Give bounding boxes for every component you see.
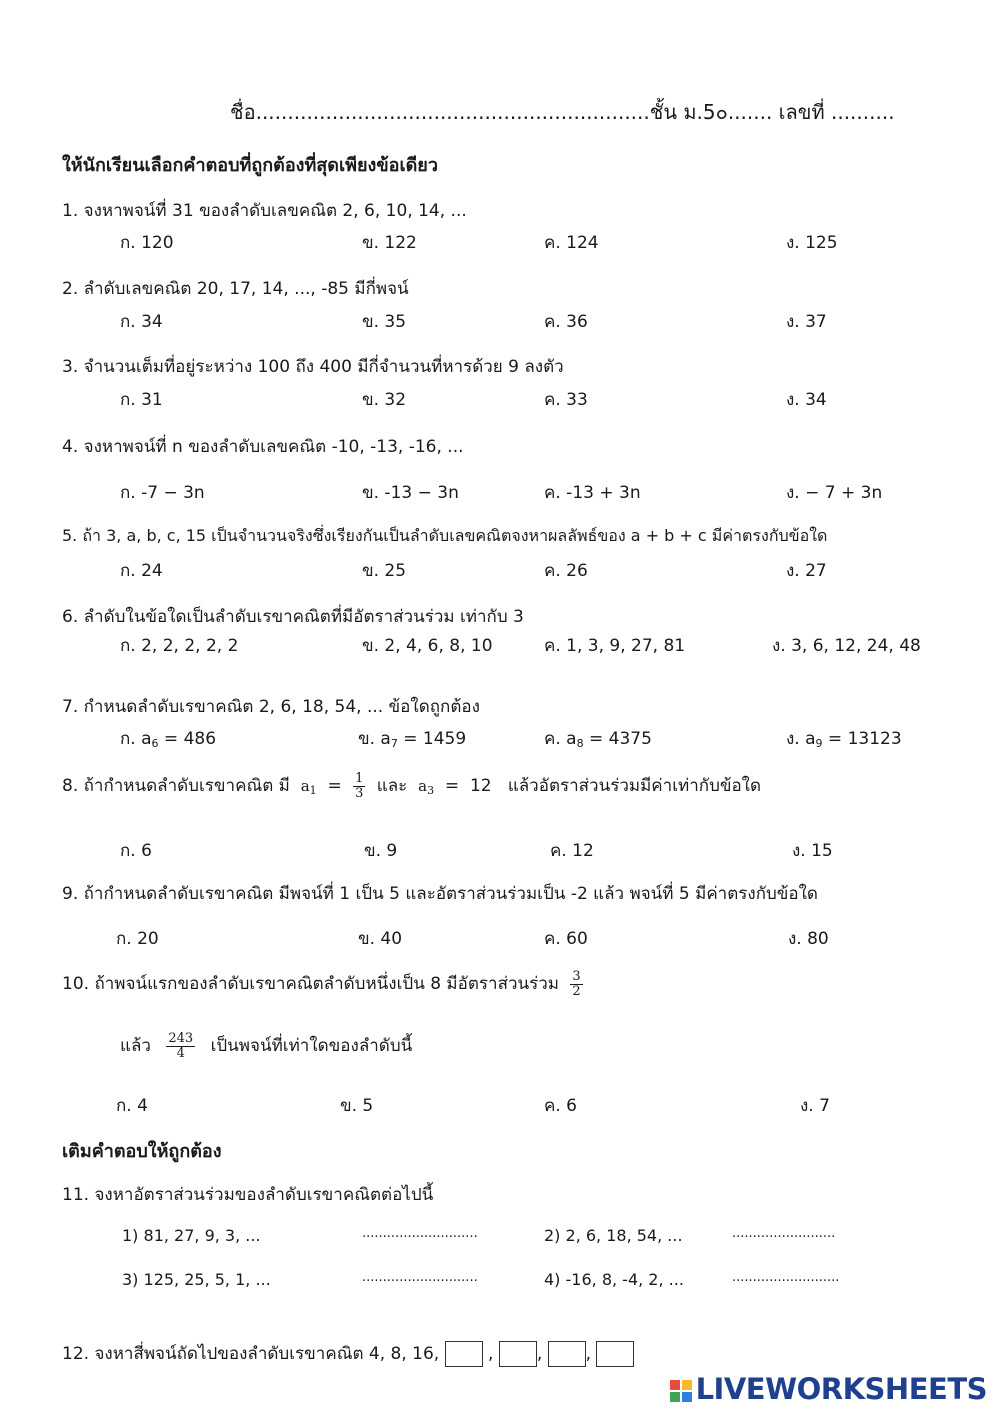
q4-option-b[interactable]: ข. -13 − 3n	[362, 483, 459, 503]
q11-item-2: 2) 2, 6, 18, 54, ...	[544, 1226, 683, 1245]
q6-option-d[interactable]: ง. 3, 6, 12, 24, 48	[772, 636, 921, 656]
q4-option-a[interactable]: ก. -7 − 3n	[120, 483, 205, 503]
fraction-three-halves: $\frac{3}{2}$	[572, 969, 581, 999]
q11-answer-4[interactable]: ..........................	[732, 1270, 840, 1285]
question-6: 6. ลำดับในข้อใดเป็นลำดับเรขาคณิตที่มีอัตราส่วนร่วม เท่ากับ 3	[62, 607, 524, 627]
q9-option-b[interactable]: ข. 40	[358, 929, 403, 949]
fraction-243-over-4: $\frac{243}{4}$	[168, 1031, 194, 1061]
liveworksheets-logo: LIVEWORKSHEETS	[670, 1372, 987, 1406]
q12-answer-box-2[interactable]	[499, 1341, 537, 1367]
q2-option-b[interactable]: ข. 35	[362, 312, 407, 332]
q10-option-b[interactable]: ข. 5	[340, 1096, 374, 1116]
q12-answer-box-4[interactable]	[596, 1341, 634, 1367]
question-10: 10. ถ้าพจน์แรกของลำดับเรขาคณิตลำดับหนึ่งเป็น 8 มีอัตราส่วนร่วม $\frac{3}{2}$	[62, 969, 581, 999]
q10-option-a[interactable]: ก. 4	[116, 1096, 148, 1116]
section-title-multiple-choice: ให้นักเรียนเลือกคำตอบที่ถูกต้องที่สุดเพียงข้อเดียว	[62, 155, 438, 176]
q11-item-1: 1) 81, 27, 9, 3, ...	[122, 1226, 261, 1245]
q9-option-d[interactable]: ง. 80	[788, 929, 829, 949]
q5-option-c[interactable]: ค. 26	[544, 561, 588, 581]
q11-answer-3[interactable]: ............................	[362, 1270, 478, 1285]
q2-option-a[interactable]: ก. 34	[120, 312, 163, 332]
q3-option-a[interactable]: ก. 31	[120, 390, 163, 410]
question-11: 11. จงหาอัตราส่วนร่วมของลำดับเรขาคณิตต่อไปนี้	[62, 1185, 434, 1205]
q3-option-d[interactable]: ง. 34	[786, 390, 827, 410]
q1-option-d[interactable]: ง. 125	[786, 233, 838, 253]
question-4: 4. จงหาพจน์ที่ n ของลำดับเลขคณิต -10, -13, -16, ...	[62, 437, 464, 457]
q2-option-d[interactable]: ง. 37	[786, 312, 827, 332]
q12-answer-box-3[interactable]	[548, 1341, 586, 1367]
q1-option-b[interactable]: ข. 122	[362, 233, 417, 253]
q7-option-d[interactable]: ง. $a_9 = 13123$	[786, 729, 902, 750]
q2-option-c[interactable]: ค. 36	[544, 312, 588, 332]
question-10-line-2: แล้ว $\frac{243}{4}$ เป็นพจน์ที่เท่าใดของลำดับนี้	[120, 1031, 413, 1061]
q10-option-c[interactable]: ค. 6	[544, 1096, 577, 1116]
q12-answer-box-1[interactable]	[445, 1341, 483, 1367]
q8-option-d[interactable]: ง. 15	[792, 841, 833, 861]
q8-option-c[interactable]: ค. 12	[550, 841, 594, 861]
name-header: ชื่อ..............................................................ชั้น ม.5๐....... เลขที่ ..........	[230, 100, 895, 124]
liveworksheets-cube-icon	[670, 1380, 692, 1402]
q6-option-a[interactable]: ก. 2, 2, 2, 2, 2	[120, 636, 239, 656]
q11-answer-2[interactable]: .........................	[732, 1226, 836, 1241]
q1-option-a[interactable]: ก. 120	[120, 233, 174, 253]
question-5: 5. ถ้า 3, a, b, c, 15 เป็นจำนวนจริงซึ่งเรียงกันเป็นลำดับเลขคณิตจงหาผลลัพธ์ของ a + b + c มีค่าตรงกับข้อใด	[62, 526, 828, 545]
q7-option-b[interactable]: ข. $a_7 = 1459$	[358, 729, 467, 750]
q3-option-b[interactable]: ข. 32	[362, 390, 407, 410]
question-3: 3. จำนวนเต็มที่อยู่ระหว่าง 100 ถึง 400 มีกี่จำนวนที่หารด้วย 9 ลงตัว	[62, 357, 564, 377]
q11-item-3: 3) 125, 25, 5, 1, ...	[122, 1270, 271, 1289]
question-12: 12. จงหาสี่พจน์ถัดไปของลำดับเรขาคณิต 4, 8, 16, , , ,	[62, 1340, 634, 1367]
q5-option-d[interactable]: ง. 27	[786, 561, 827, 581]
q5-option-a[interactable]: ก. 24	[120, 561, 163, 581]
q9-option-a[interactable]: ก. 20	[116, 929, 159, 949]
q3-option-c[interactable]: ค. 33	[544, 390, 588, 410]
question-9: 9. ถ้ากำหนดลำดับเรขาคณิต มีพจน์ที่ 1 เป็น 5 และอัตราส่วนร่วมเป็น -2 แล้ว พจน์ที่ 5 มีค่าตรงกับข้อใด	[62, 884, 818, 904]
q7-option-c[interactable]: ค. $a_8 = 4375$	[544, 729, 652, 750]
question-2: 2. ลำดับเลขคณิต 20, 17, 14, ..., -85 มีกี่พจน์	[62, 279, 409, 299]
q10-option-d[interactable]: ง. 7	[800, 1096, 830, 1116]
fraction-one-third: $\frac{1}{3}$	[355, 771, 364, 801]
q11-item-4: 4) -16, 8, -4, 2, ...	[544, 1270, 684, 1289]
q5-option-b[interactable]: ข. 25	[362, 561, 407, 581]
q1-option-c[interactable]: ค. 124	[544, 233, 599, 253]
q8-option-a[interactable]: ก. 6	[120, 841, 152, 861]
q6-option-b[interactable]: ข. 2, 4, 6, 8, 10	[362, 636, 493, 656]
q11-answer-1[interactable]: ............................	[362, 1226, 478, 1241]
q9-option-c[interactable]: ค. 60	[544, 929, 588, 949]
question-8: 8. ถ้ากำหนดลำดับเรขาคณิต มี $a_1$ = $\frac{1}{3}$ และ $a_3 = 12$ แล้วอัตราส่วนร่วมมีค่าเท่ากับข้อใด	[62, 771, 762, 801]
q7-option-a[interactable]: ก. $a_6 = 486$	[120, 729, 217, 750]
section-title-fill-in: เติมคำตอบให้ถูกต้อง	[62, 1141, 222, 1162]
question-7: 7. กำหนดลำดับเรขาคณิต 2, 6, 18, 54, ... ข้อใดถูกต้อง	[62, 697, 480, 717]
question-1: 1. จงหาพจน์ที่ 31 ของลำดับเลขคณิต 2, 6, 10, 14, ...	[62, 201, 467, 221]
q4-option-c[interactable]: ค. -13 + 3n	[544, 483, 641, 503]
q4-option-d[interactable]: ง. − 7 + 3n	[786, 483, 883, 503]
q8-option-b[interactable]: ข. 9	[364, 841, 398, 861]
q6-option-c[interactable]: ค. 1, 3, 9, 27, 81	[544, 636, 686, 656]
